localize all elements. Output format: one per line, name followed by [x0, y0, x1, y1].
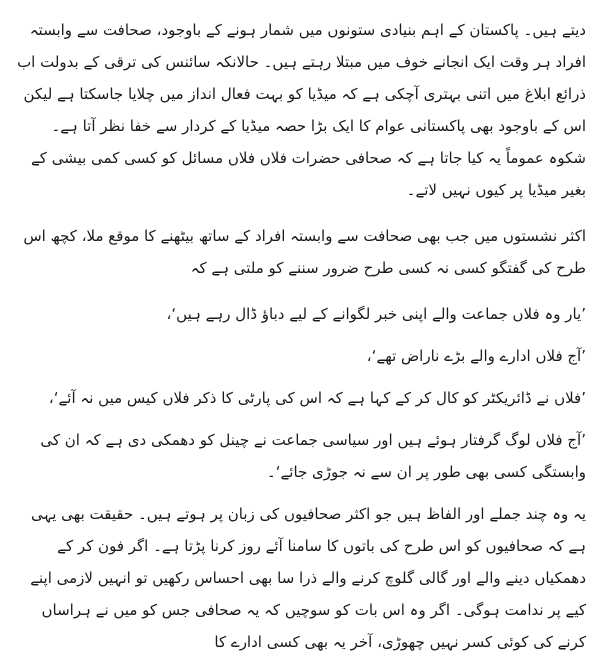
paragraph-intro: دیتے ہیں۔ پاکستان کے اہم بنیادی ستونوں میں شمار ہونے کے باوجود، صحافت سے وابستہ افراد ہر وقت ایک انجانے خوف میں مبتلا رہتے ہیں۔ حالانکہ سائنس کی ترقی کے بدولت اب ذرائع ابلاغ میں اتنی بہتری آچکی ہے کہ میڈیا کو بہت فعال انداز میں چلایا جاسکتا ہے لیکن اس کے باوجود بھی پاکستانی عوام کا ایک بڑا حصہ میڈیا کے کردار سے خفا نظر آتا ہے۔ شکوہ عموماً یہ کیا جاتا ہے کہ صحافی حضرات فلاں فلاں مسائل کو کسی کمی بیشی کے بغیر میڈیا پر کیوں نہیں لاتے۔: [17, 21, 586, 199]
paragraph-gatherings: اکثر نشستوں میں جب بھی صحافت سے وابستہ افراد کے ساتھ بیٹھنے کا موقع ملا، کچھ اس طرح کی گفتگو کسی نہ کسی طرح ضرور سننے کو ملتی ہے کہ: [23, 227, 586, 277]
quote-institution-angry: ’آج فلاں ادارے والے بڑے ناراض تھے‘،: [366, 347, 586, 365]
paragraph-closing: یہ وہ چند جملے اور الفاظ ہیں جو اکثر صحافیوں کی زبان پر ہوتے ہیں۔ حقیقت بھی یہی ہے کہ صحافیوں کو اس طرح کی باتوں کا سامنا آئے روز کرنا پڑتا ہے۔ اگر فون کر کے دھمکیاں دینے والے اور گالی گلوچ کرنے والے ذرا سا بھی احساس رکھیں تو انہیں لازمی اپنے کیے پر ندامت ہوگی۔ اگر وہ اس بات کو سوچیں کہ یہ صحافی جس کو میں نے ہراساں کرنے کی کوئی کسر نہیں چھوڑی، آخر یہ بھی کسی ادارے کا: [30, 505, 586, 651]
quote-director-call: ’فلاں نے ڈائریکٹر کو کال کر کے کہا ہے کہ اس کی پارٹی کا ذکر فلاں کیس میں نہ آئے‘،: [48, 389, 586, 407]
quote-arrests-threat: ’آج فلاں لوگ گرفتار ہوئے ہیں اور سیاسی جماعت نے چینل کو دھمکی دی ہے کہ ان کی وابستگی کسی بھی طور پر ان سے نہ جوڑی جائے‘۔: [40, 431, 586, 481]
quote-party-pressure: ’یار وہ فلاں جماعت والے اپنی خبر لگوانے کے لیے دباؤ ڈال رہے ہیں‘،: [166, 305, 586, 323]
